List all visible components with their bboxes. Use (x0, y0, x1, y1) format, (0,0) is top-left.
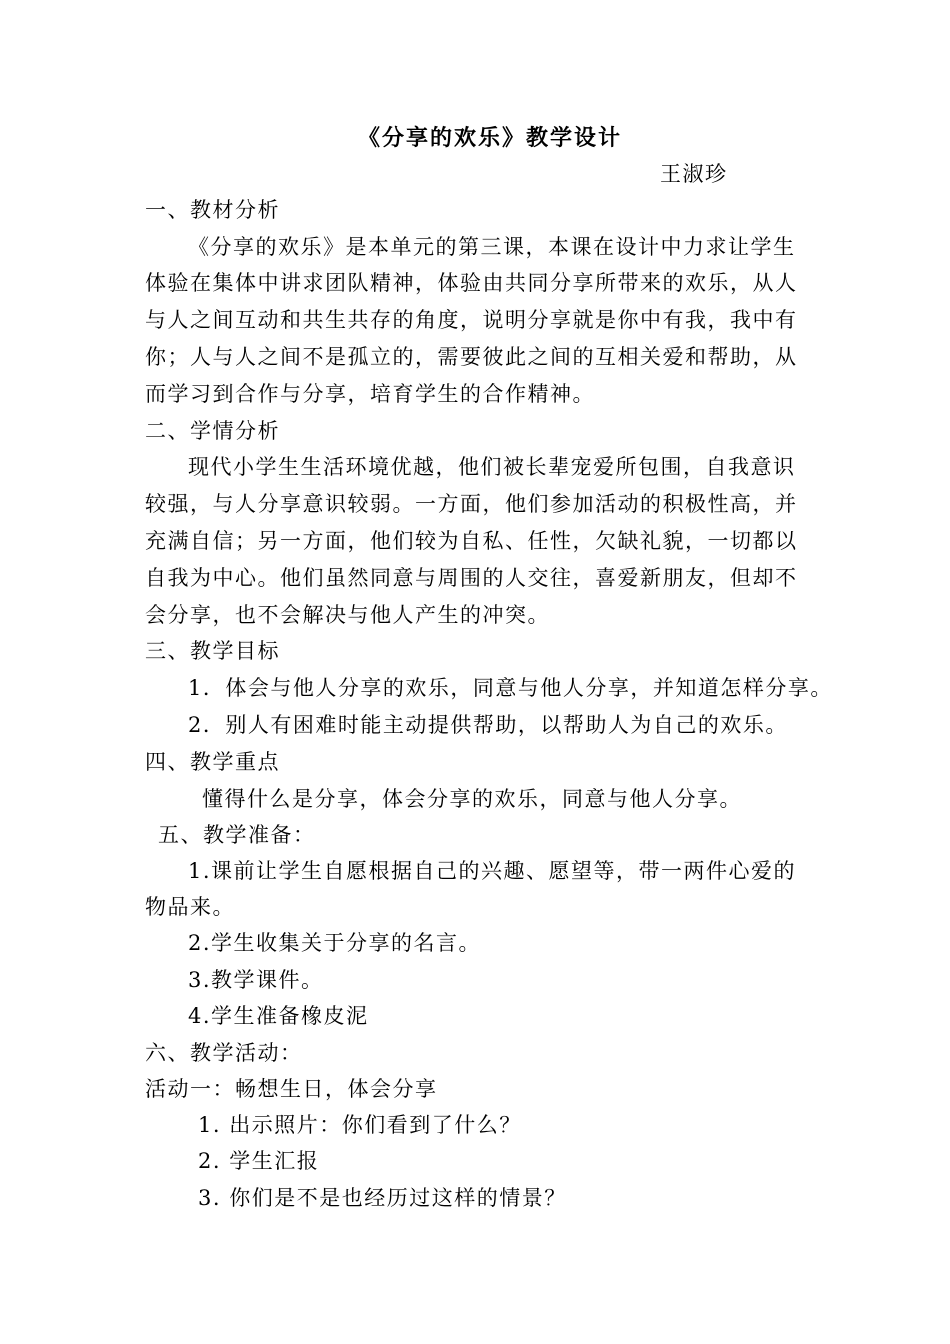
list-item: 3.教学课件。 (188, 968, 324, 992)
paragraph-line: 体验在集体中讲求团队精神，体验由共同分享所带来的欢乐，从人 (145, 271, 798, 295)
section-heading-6: 六、教学活动： (145, 1041, 303, 1065)
list-item: 2.学生收集关于分享的名言。 (188, 931, 482, 955)
paragraph-line: 你；人与人之间不是孤立的，需要彼此之间的互相关爱和帮助，从 (145, 345, 798, 369)
section-heading-3: 三、教学目标 (145, 639, 280, 663)
paragraph-line: 《分享的欢乐》是本单元的第三课，本课在设计中力求让学生 (188, 235, 796, 259)
paragraph-line: 与人之间互动和共生共存的角度，说明分享就是你中有我，我中有 (145, 308, 798, 332)
list-item: 2. 学生汇报 (198, 1149, 320, 1173)
paragraph-line: 现代小学生生活环境优越，他们被长辈宠爱所包围，自我意识 (188, 455, 796, 479)
section-heading-2: 二、学情分析 (145, 419, 280, 443)
list-item: 2．别人有困难时能主动提供帮助，以帮助人为自己的欢乐。 (188, 713, 788, 737)
list-item: 1. 出示照片：你们看到了什么？ (198, 1113, 522, 1137)
section-heading-5: 五、教学准备： (158, 823, 316, 847)
document-title: 《分享的欢乐》教学设计 (358, 125, 623, 151)
author-name: 王淑珍 (660, 162, 728, 186)
list-item: 1．体会与他人分享的欢乐，同意与他人分享，并知道怎样分享。 (188, 676, 833, 700)
section-heading-1: 一、教材分析 (145, 198, 280, 222)
paragraph-line: 较强，与人分享意识较弱。一方面，他们参加活动的积极性高，并 (145, 492, 798, 516)
paragraph-line: 而学习到合作与分享，培育学生的合作精神。 (145, 382, 595, 406)
paragraph-line: 自我为中心。他们虽然同意与周围的人交往，喜爱新朋友，但却不 (145, 566, 798, 590)
paragraph-line: 充满自信；另一方面，他们较为自私、任性，欠缺礼貌，一切都以 (145, 529, 798, 553)
list-item: 1.课前让学生自愿根据自己的兴趣、愿望等，带一两件心爱的 (188, 859, 797, 883)
activity-heading: 活动一：畅想生日，体会分享 (145, 1077, 438, 1101)
list-item-continuation: 物品来。 (145, 895, 235, 919)
paragraph-line: 会分享，也不会解决与他人产生的冲突。 (145, 603, 550, 627)
list-item: 3. 你们是不是也经历过这样的情景？ (198, 1186, 567, 1210)
list-item: 4.学生准备橡皮泥 (188, 1004, 369, 1028)
section-heading-4: 四、教学重点 (145, 750, 280, 774)
paragraph-line: 懂得什么是分享，体会分享的欢乐，同意与他人分享。 (202, 787, 742, 811)
